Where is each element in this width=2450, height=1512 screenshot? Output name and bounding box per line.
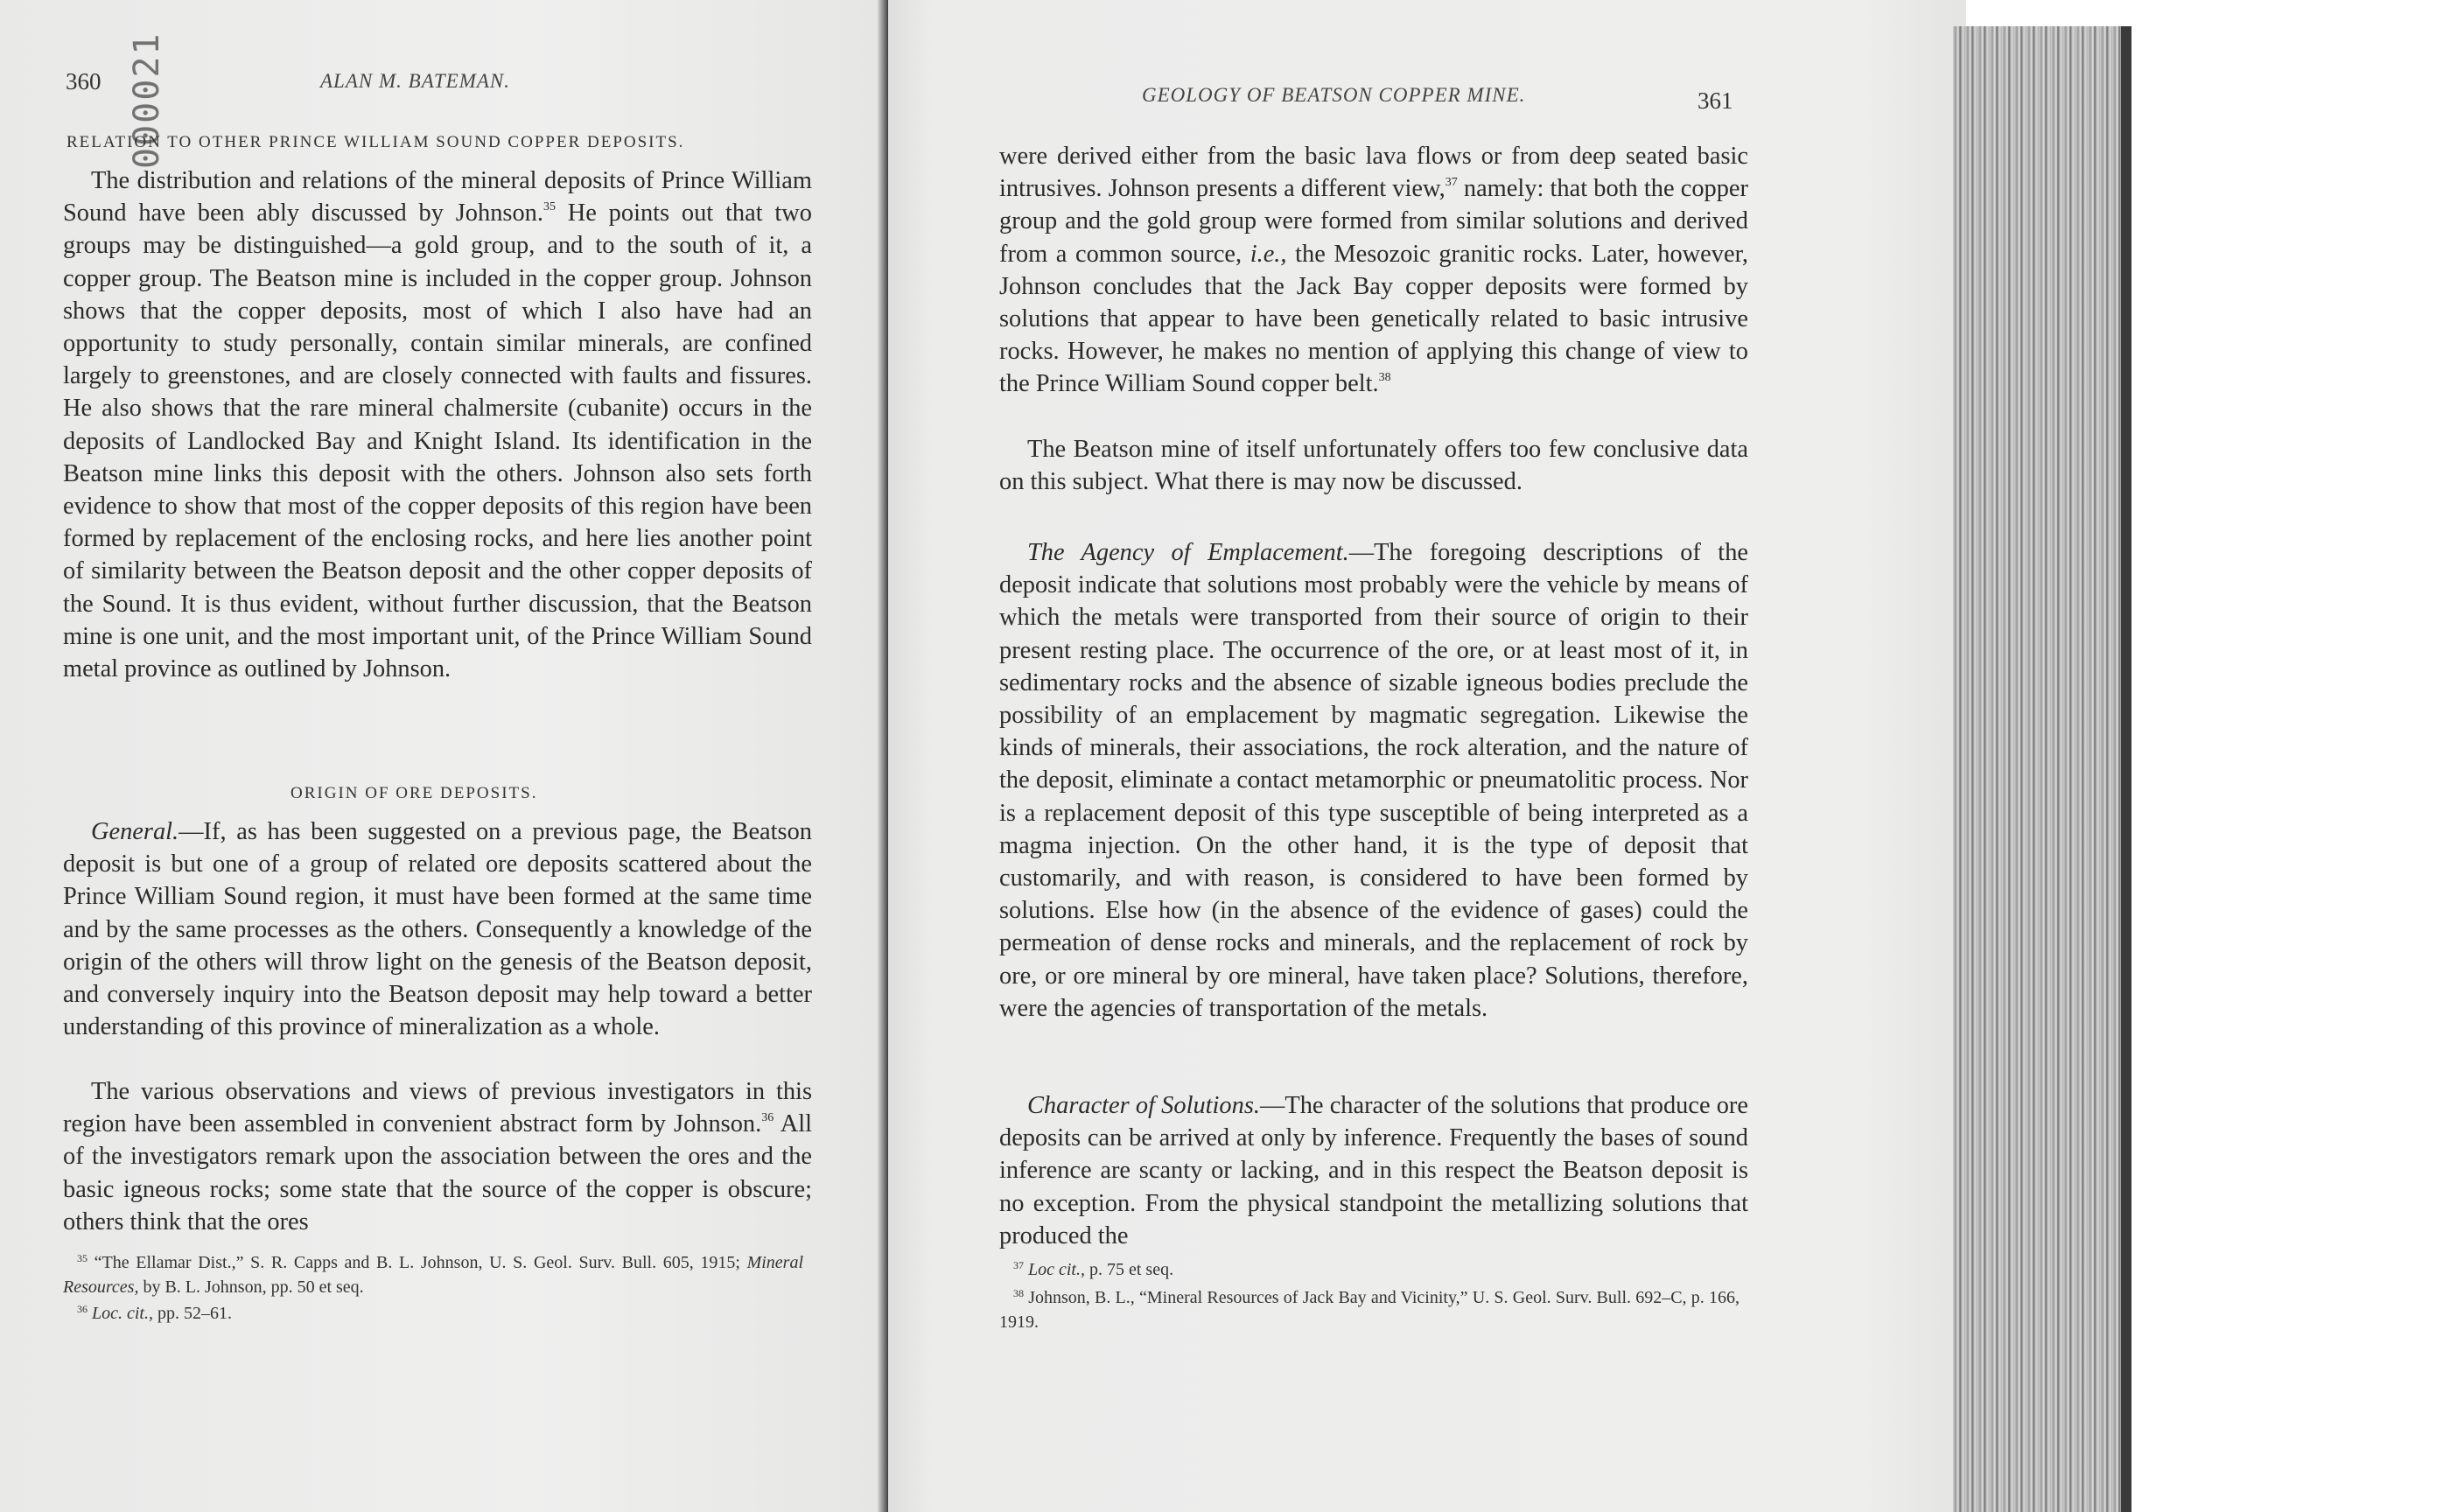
footnote: $^{36}$ Loc. cit., pp. 52–61. (77, 1303, 232, 1323)
section-title: RELATION TO OTHER PRINCE WILLIAM SOUND COPPER DEPOSITS. (66, 133, 685, 151)
right-page (888, 0, 1966, 1512)
paragraph: General.—If, as has been suggested on a previous page, the Beatson deposit is but one of a group of related ore deposits scattered about the Prince William Sound region, it must have been formed at the same time and by the same processes as the others. Consequently a knowledge of the origin of the others will throw light on the genesis of the Beatson deposit, and conversely inquiry into the Beatson deposit may help toward a better understanding of this province of mineralization as a whole. (63, 818, 812, 1041)
paragraph-lead: General. (91, 818, 179, 845)
footnote: $^{37}$ Loc cit., p. 75 et seq. (1013, 1259, 1174, 1279)
archive-stamp: 000021 (127, 32, 167, 169)
section-title: ORIGIN OF ORE DEPOSITS. (290, 784, 538, 802)
paragraph: The distribution and relations of the mineral deposits of Prince William Sound have been ably discussed by Johnson.$^{35}$ He points out that two groups may be distinguished—a gold group, and to the south of it, a copper group. The Beatson mine is included in the copper group. Johnson shows that the copper deposits, most of which I also have had an opportunity to study personally, contain similar minerals, are confined largely to greenstones, and are closely connected with faults and fissures. He also shows that the rare mineral chalmersite (cubanite) occurs in the deposits of Landlocked Bay and Knight Island. Its identification in the Beatson mine links this deposit with the others. Johnson also sets forth evidence to show that most of the copper deposits of this region have been formed by replacement of the enclosing rocks, and here lies another point of similarity between the Beatson deposit and the other copper deposits of the Sound. It is thus evident, without further discussion, that the Beatson mine is one unit, and the most important unit, of the Prince William Sound metal province as outlined by Johnson. (63, 167, 812, 683)
paragraph: were derived either from the basic lava flows or from deep seated basic intrusives. Johnson presents a different view,$^{37}$ namely: that both the copper group and the gold group were formed from similar solutions and derived from a common source, i.e., the Mesozoic granitic rocks. Later, however, Johnson concludes that the Jack Bay copper deposits were formed by solutions that appear to have been genetically related to basic intrusive rocks. However, he makes no mention of applying this change of view to the Prince William Sound copper belt.$^{38}$ (999, 143, 1748, 398)
footnote: $^{38}$ Johnson, B. L., “Mineral Resources of Jack Bay and Vicinity,” U. S. Geol. Surv. Bull. 692–C, p. 166, 1919. (999, 1287, 1740, 1332)
footnote-ref: 36 (761, 1111, 774, 1125)
left-page (0, 0, 886, 1512)
footnote-ref: 35 (542, 200, 556, 214)
paragraph: Character of Solutions.—The character of the solutions that produce ore deposits can be arrived at only by inference. Frequently the bases of sound inference are scanty or lacking, and in this respect the Beatson deposit is no exception. From the physical standpoint the metallizing solutions that produced the (999, 1092, 1748, 1250)
footnote-ref: 38 (1378, 371, 1391, 385)
page-number: 361 (1698, 88, 1733, 114)
footnote: $^{35}$ “The Ellamar Dist.,” S. R. Capps and B. L. Johnson, U. S. Geol. Surv. Bull. 605, 1915; Mineral Resources, by B. L. Johnson, pp. 50 et seq. (63, 1252, 804, 1297)
running-head: ALAN M. BATEMAN. (320, 70, 511, 92)
paragraph: The various observations and views of previous investigators in this region have been assembled in convenient abstract form by Johnson.$^{36}$ All of the investigators remark upon the association between the ores and the basic igneous rocks; some state that the source of the copper is obscure; others think that the ores (63, 1078, 812, 1236)
paragraph: The Agency of Emplacement.—The foregoing descriptions of the deposit indicate that solutions most probably were the vehicle by means of which the metals were transported from their source of origin to their present resting place. The occurrence of the ore, or at least most of it, in sedimentary rocks and the absence of sizable igneous bodies preclude the possibility of an emplacement by magmatic segregation. Likewise the kinds of minerals, their associations, the rock alteration, and the nature of the deposit, eliminate a contact metamorphic or pneumatolitic process. Nor is a replacement deposit of this type susceptible of being interpreted as a magma injection. On the other hand, it is the type of deposit that customarily, and with reason, is considered to have been formed by solutions. Else how (in the absence of the evidence of gases) could the permeation of dense rocks and minerals, and the replacement of rock by ore, or ore mineral by ore mineral, have taken place? Solutions, therefore, were the agencies of transportation of the metals. (999, 539, 1748, 1022)
paragraph-lead: The Agency of Emplacement. (1027, 539, 1349, 566)
running-head: GEOLOGY OF BEATSON COPPER MINE. (1142, 84, 1526, 106)
paragraph: The Beatson mine of itself unfortunately offers too few conclusive data on this subject. What there is may now be discussed. (999, 436, 1748, 496)
paragraph-lead: Character of Solutions. (1027, 1092, 1260, 1119)
page-number: 360 (66, 68, 102, 94)
footnote-ref: 37 (1445, 176, 1458, 190)
page-edges (1953, 26, 2124, 1512)
